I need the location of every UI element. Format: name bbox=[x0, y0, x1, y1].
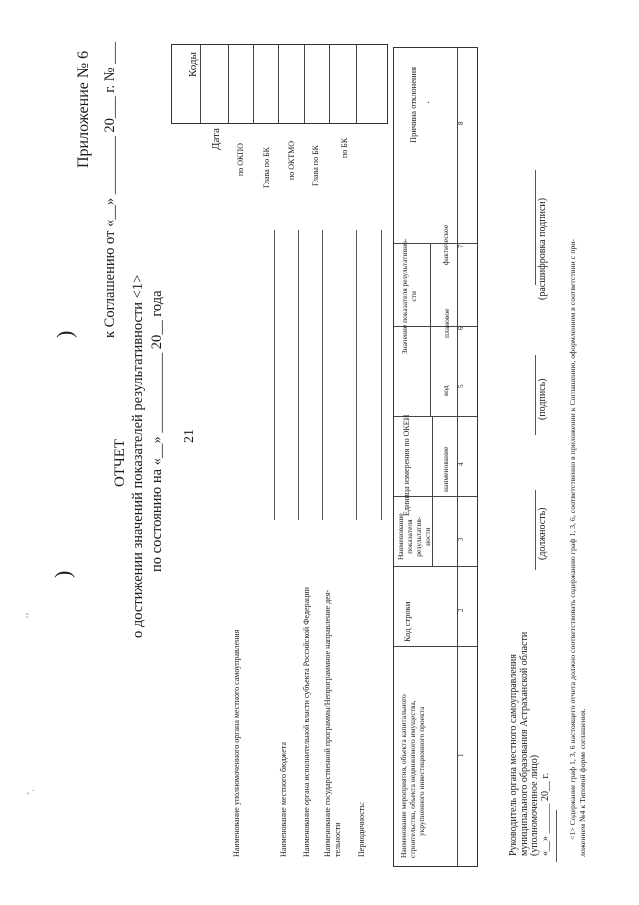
table-header-col4b: код bbox=[441, 385, 450, 396]
report-as-of: по состоянию на «__» ___________ 20__ года bbox=[149, 290, 165, 572]
signature-decoding: (расшифровка подписи) bbox=[537, 197, 548, 300]
table-header-col5b: фактическое bbox=[441, 224, 450, 265]
table-stray-mark: · bbox=[424, 100, 435, 104]
table-header-col6: Причина отклонения bbox=[408, 66, 418, 143]
table-header-col4: Единица измерения по ОКЕИ bbox=[402, 414, 411, 516]
field-label: Наименование государственной программы/Непрограммное направление дея- bbox=[323, 589, 332, 857]
field-label: Наименование органа исполнительной власти субъекта Российской Федерации bbox=[302, 587, 311, 857]
scan-mark: ) bbox=[52, 330, 77, 338]
signature-line2: муниципального образования Астраханской области bbox=[519, 631, 530, 856]
signature-position: (должность) bbox=[537, 507, 548, 560]
field-label: Периодичность: bbox=[357, 801, 366, 857]
codes-table bbox=[171, 44, 388, 124]
column-number: 7 bbox=[457, 244, 465, 248]
field-line bbox=[356, 230, 357, 520]
report-subtitle: о достижении значений показателей результативности <1> bbox=[130, 274, 146, 638]
codes-row-label: Глава по БК bbox=[262, 147, 271, 188]
footnote-separator bbox=[556, 810, 557, 862]
field-label: тельности bbox=[333, 822, 342, 857]
appendix-agreement-line: к Соглашению от «__» ________ 20___ г. № ___ bbox=[102, 42, 118, 338]
field-line bbox=[298, 230, 299, 520]
report-title: ОТЧЕТ bbox=[112, 438, 128, 487]
table-header-col5a: плановое bbox=[442, 308, 451, 338]
column-number: 4 bbox=[457, 462, 465, 466]
table-header-col3: Наименование показателя результатив- ности bbox=[396, 513, 432, 560]
field-line bbox=[381, 230, 382, 520]
codes-row-label: Глава по БК bbox=[311, 145, 320, 186]
column-number: 1 bbox=[457, 753, 465, 757]
column-number: 2 bbox=[457, 608, 465, 612]
scan-mark: ʼ. bbox=[26, 789, 37, 795]
column-number: 6 bbox=[457, 326, 465, 330]
signature-sign-line bbox=[535, 355, 536, 435]
column-number: 8 bbox=[457, 121, 465, 125]
column-number: 3 bbox=[457, 537, 465, 541]
field-label: Наименование местного бюджета bbox=[279, 742, 288, 857]
scan-mark: ) bbox=[50, 570, 75, 578]
codes-row-label: по ОКТМО bbox=[287, 140, 296, 180]
codes-row-label: по БК bbox=[340, 137, 349, 158]
appendix-title: Приложение № 6 bbox=[75, 50, 92, 168]
codes-header: Коды bbox=[187, 52, 199, 77]
field-label: Наименование уполномоченного органа местного самоуправления bbox=[232, 629, 241, 857]
table-header-col2: Код строки bbox=[402, 601, 412, 642]
footnote-line1: <1> Содержание граф 1, 3, 6 настоящего отчета должно соответствовать содержанию граф 1, 3, 6, соответственно в приложении к Соглашению, оформленном в соответствии с при- bbox=[568, 238, 577, 840]
signature-decoding-line bbox=[535, 170, 536, 285]
field-line bbox=[274, 230, 275, 520]
page-number: 21 bbox=[182, 429, 197, 443]
table-header-col4a: наименование bbox=[441, 446, 450, 492]
footnote-line2: ложением №4 к Типовой форме соглашения. bbox=[578, 708, 587, 857]
codes-row-label: по ОКПО bbox=[236, 143, 245, 176]
scan-mark: ′ʼ bbox=[25, 612, 36, 618]
signature-date: «__» ______ 20__ г. bbox=[540, 773, 551, 856]
signature-position-line bbox=[535, 490, 536, 570]
signature-line1: Руководитель органа местного самоуправления bbox=[508, 654, 519, 856]
signature-line3: (уполномоченное лицо) bbox=[529, 754, 540, 856]
table-header-col1: Наименование мероприятия, объекта капитального строительства, объекта недвижимого имущества, укрупненного инвестиционного проекта bbox=[399, 694, 426, 858]
codes-row-label: Дата bbox=[210, 128, 222, 150]
table-header-col5: Значение показателя результативно- сти bbox=[400, 238, 418, 354]
signature-sign: (подпись) bbox=[537, 378, 548, 420]
column-number: 5 bbox=[457, 384, 465, 388]
field-line bbox=[322, 230, 323, 520]
